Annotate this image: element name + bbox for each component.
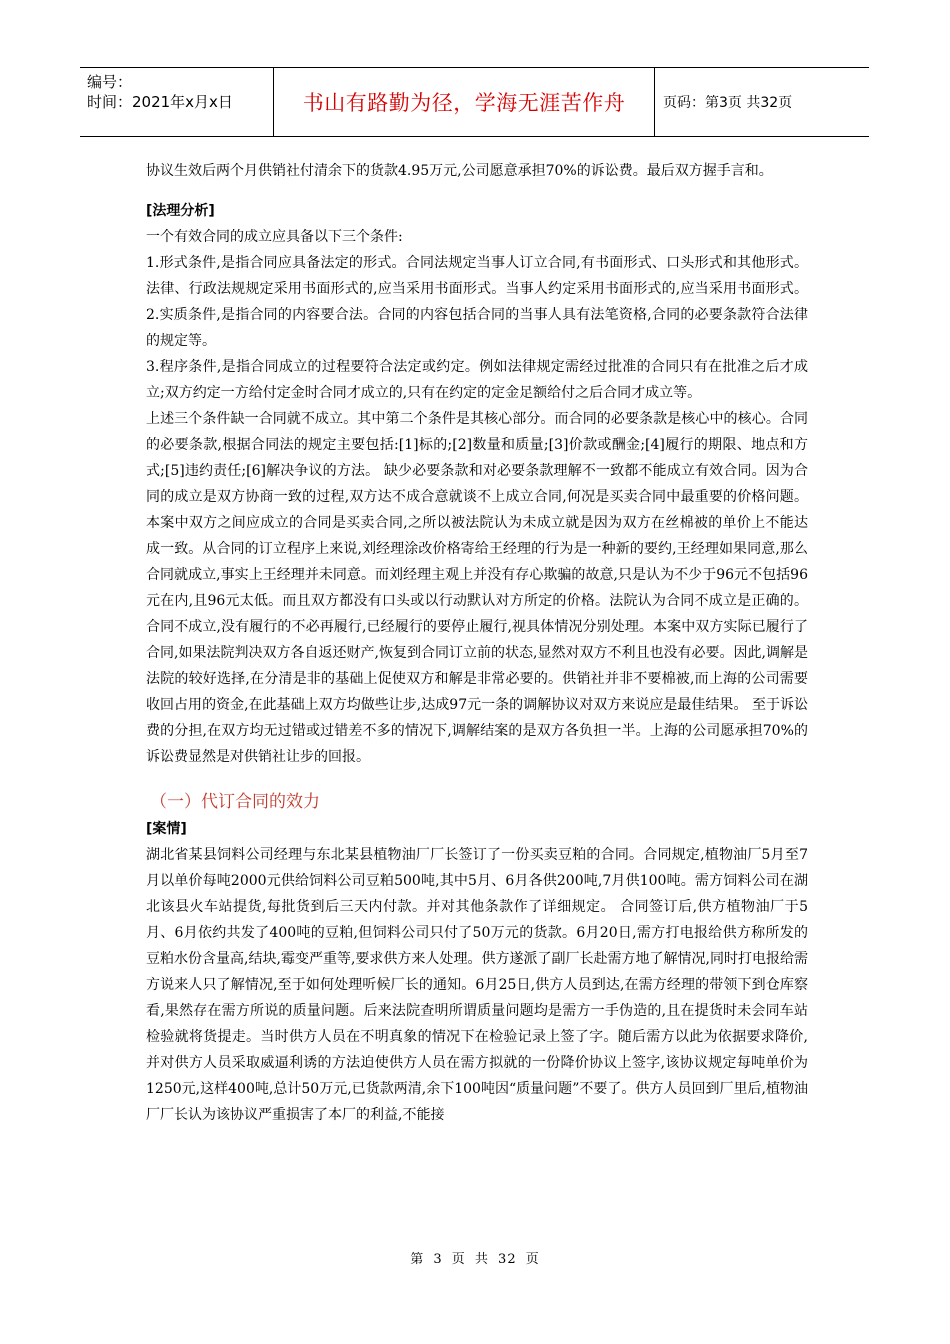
header-meta (80, 68, 274, 136)
case-heading: [案情] (146, 821, 187, 837)
page-footer: 第 3 页 共 32 页 (410, 1252, 540, 1267)
page-header (80, 67, 869, 137)
analysis-paragraph: 一个有效合同的成立应具备以下三个条件: (146, 229, 403, 245)
case-paragraph: 湖北省某县饲料公司经理与东北某县植物油厂厂长签订了一份买卖豆粕的合同。合同规定,植物油厂5月至7月以单价每吨2000元供给饲料公司豆粕500吨,其中5月、6月各供200吨,7月供100吨。需方饲料公司在湖北该县火车站提货,每批货到后三天内付款。并对其他条款作了详细规定。 合同签订后,供方植物油厂于5月、6月依约共发了400吨的豆粕,但饲料公司只付了50万元的货款。6月20日,需方打电报给供方称所发的豆粕水份含量高,结块,霉变严重等,要求供方来人处理。供方遂派了副厂长赴需方地了解情况,同时打电报给需方说来人只了解情况,至于如何处理听候厂长的通知。6月25日,供方人员到达,在需方经理的带领下到仓库察看,果然存在需方所说的质量问题。后来法院查明所谓质量问题均是需方一手伪造的,且在提货时未会同车站检验就将货提走。当时供方人员在不明真象的情况下在检验记录上签了字。随后需方以此为依据要求降价,并对供方人员采取威逼利诱的方法迫使供方人员在需方拟就的一份降价协议上签字,该协议规定每吨单价为1250元,这样400吨,总计50万元,已货款两清,余下100吨因“质量问题”不要了。供方人员回到厂里后,植物油厂厂长认为该协议严重损害了本厂的利益,不能接 (146, 847, 808, 1123)
header-motto: 书山有路勤为径，学海无涯苦作舟 (274, 68, 655, 136)
document-body (146, 158, 808, 1128)
analysis-heading: [法理分析] (146, 203, 215, 219)
document-number-label: 编号： (87, 73, 133, 91)
section-subheading: （一）代订合同的效力 (150, 792, 320, 812)
document-date-label: 时间：2021年x月x日 (87, 93, 233, 111)
intro-paragraph: 协议生效后两个月供销社付清余下的货款4.95万元,公司愿意承担70%的诉讼费。最后双方握手言和。 (146, 163, 773, 179)
analysis-paragraph: 1.形式条件,是指合同应具备法定的形式。合同法规定当事人订立合同,有书面形式、口头形式和其他形式。法律、行政法规规定采用书面形式的,应当采用书面形式。当事人约定采用书面形式的,应当采用书面形式。 2.实质条件,是指合同的内容要合法。合同的内容包括合同的当事人具有法笔资格,合同的必要条款符合法律的规定等。 (146, 255, 808, 349)
analysis-paragraph: 3.程序条件,是指合同成立的过程要符合法定或约定。例如法律规定需经过批准的合同只有在批准之后才成立;双方约定一方给付定金时合同才成立的,只有在约定的定金足额给付之后合同才成立等。 (146, 359, 808, 401)
header-page-number: 页码：第3页 共32页 (663, 95, 793, 111)
analysis-paragraph: 上述三个条件缺一合同就不成立。其中第二个条件是其核心部分。而合同的必要条款是核心中的核心。合同的必要条款,根据合同法的规定主要包括:[1]标的;[2]数量和质量;[3]价款或酬金;[4]履行的期限、地点和方式;[5]违约责任;[6]解决争议的方法。 缺少必要条款和对必要条款理解不一致都不能成立有效合同。因为合同的成立是双方协商一致的过程,双方达不成合意就谈不上成立合同,何况是买卖合同中最重要的价格问题。 本案中双方之间应成立的合同是买卖合同,之所以被法院认为未成立就是因为双方在丝棉被的单价上不能达成一致。从合同的订立程序上来说,刘经理涂改价格寄给王经理的行为是一种新的要约,王经理如果同意,那么合同就成立,事实上王经理并未同意。而刘经理主观上并没有存心欺骗的故意,只是认为不少于96元不包括96元在内,且96元太低。而且双方都没有口头或以行动默认对方所定的价格。法院认为合同不成立是正确的。 合同不成立,没有履行的不必再履行,已经履行的要停止履行,视具体情况分别处理。本案中双方实际已履行了合同,如果法院判决双方各自返还财产,恢复到合同订立前的状态,显然对双方不利且也没有必要。因此,调解是法院的较好选择,在分清是非的基础上促使双方和解是非常必要的。供销社并非不要棉被,而上海的公司需要收回占用的资金,在此基础上双方均做些让步,达成97元一条的调解协议对双方来说应是最佳结果。 至于诉讼费的分担,在双方均无过错或过错差不多的情况下,调解结案的是双方各负担一半。上海的公司愿承担70%的诉讼费显然是对供销社让步的回报。 (146, 411, 808, 765)
